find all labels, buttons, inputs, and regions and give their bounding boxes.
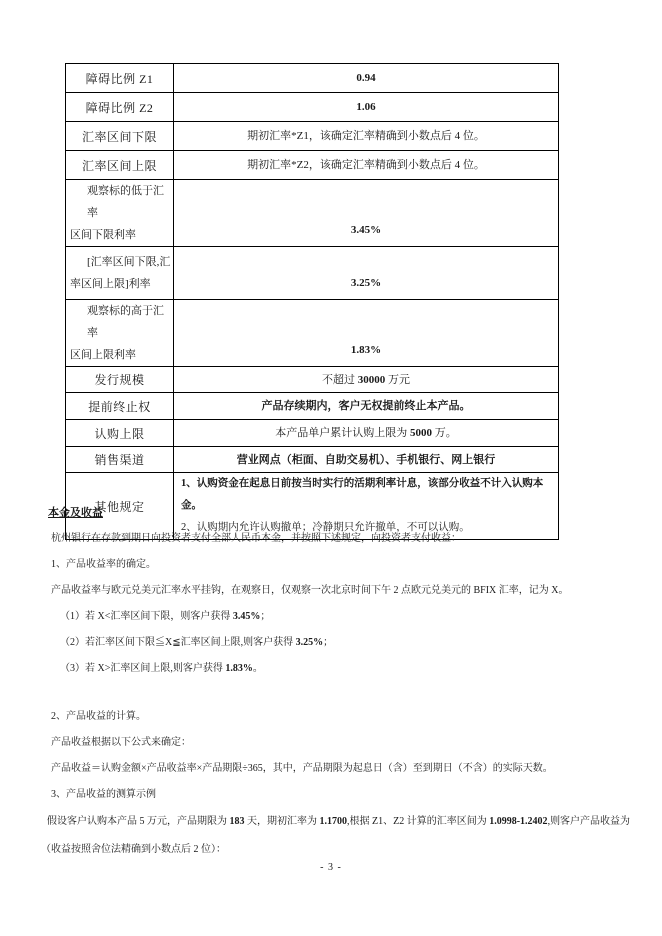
text: 期初汇率*Z2，该确定汇率精确到小数点后 4 位。 [247,159,485,171]
text: （3）若 X>汇率区间上限,则客户获得 [60,663,226,674]
text: 2、认购期内允许认购撤单；冷静期只允许撤单，不可以认购。 [181,522,470,533]
table-row [66,93,559,122]
table-label-cell [66,420,174,447]
table-label-cell [66,151,174,180]
table-label-line: [汇率区间下限,汇 [87,256,171,268]
text: （2）若汇率区间下限≦X≦汇率区间上限,则客户获得 [60,637,296,648]
table-value-cell [174,180,559,247]
table-value-cell [174,93,559,122]
table-label-line: 观察标的高于汇率 [87,305,164,339]
section-heading [41,500,633,526]
paragraph [41,730,633,756]
table-label-line: 发行规模 [94,373,145,387]
bold-text: 1.83% [350,344,382,356]
paragraph [41,526,633,552]
table-value-line [174,399,558,413]
table-value-cell [174,367,559,393]
table-label-line: 销售渠道 [94,453,145,467]
paragraph [41,656,633,682]
table-label-cell [66,64,174,93]
text: 1、产品收益率的确定。 [51,559,156,570]
table-value-cell [174,122,559,151]
bold-text: 营业网点（柜面、自助交易机）、手机银行、网上银行 [236,453,496,466]
text: 2、产品收益的计算。 [51,711,146,722]
table-value-cell [174,247,559,300]
text: 产品收益率与欧元兑美元汇率水平挂钩，在观察日，仅观察一次北京时间下午 2 点欧元兑美元的 BFIX 汇率，记为 X。 [51,585,569,596]
table-row [66,420,559,447]
table-value-cell [174,447,559,473]
table-row [66,367,559,393]
table-value-line [174,158,558,172]
table-row [66,300,559,367]
table-row [66,122,559,151]
bold-text: 本金及收益 [48,507,103,519]
paragraph [41,552,633,578]
bold-text: 0.94 [356,72,376,84]
table-value-line [174,223,558,237]
table-row [66,151,559,180]
table-label-cell [66,393,174,420]
table-value-cell [174,393,559,420]
text: （1）若 X<汇率区间下限，则客户获得 [60,611,233,622]
table-row [66,393,559,420]
table-value-cell [174,151,559,180]
text: ,则客户产品收益为（收益按照舍位法精确到小数点后 2 位）： [41,816,631,855]
table-row [66,247,559,300]
table-label-line: 提前终止权 [88,399,151,414]
bold-text: 1.0998-1.2402 [489,816,548,827]
table-value-cell [174,300,559,367]
table-label-line: 障碍比例 Z1 [85,71,154,86]
paragraph [41,704,633,730]
bold-text: 1、认购资金在起息日前按当时实行的活期利率计息，该部分收益不计入认购本金。 [181,478,544,511]
table-label-line: 其他规定 [94,499,145,514]
table-label-line: 汇率区间上限 [81,158,157,173]
text: 万元 [385,373,410,386]
table-row [66,64,559,93]
table-value-line [174,276,558,290]
text: ； [260,611,271,622]
bold-text: 3.25% [350,277,382,289]
bold-text: 3.45% [350,224,382,236]
table-label-cell [66,180,174,247]
table-label-line: 障碍比例 Z2 [85,100,154,115]
table-label-line: 区间上限利率 [70,349,136,361]
table-label-line: 认购上限 [94,426,145,441]
text: 3、产品收益的测算示例 [51,789,156,800]
table-label-line: 汇率区间下限 [81,129,157,144]
text: ； [323,637,334,648]
table-label-cell [66,122,174,151]
product-terms-table [65,63,559,540]
table-label-cell [66,93,174,122]
product-terms-table-body [66,64,559,540]
paragraph [41,604,633,630]
principal-and-return-section [41,500,633,863]
table-row [66,447,559,473]
bold-text: 30000 [357,373,386,386]
table-label-cell [66,300,174,367]
bold-text: 产品存续期内，客户无权提前终止本产品。 [261,400,471,412]
table-value-line [174,373,558,387]
table-value-cell [174,420,559,447]
table-label-cell [66,247,174,300]
paragraph [41,782,633,808]
table-value-line [174,426,558,440]
table-label-line: 区间下限利率 [70,229,136,241]
text: 本产品单户累计认购上限为 [275,427,410,439]
table-label-cell [66,447,174,473]
page-number: - 3 - [320,862,342,873]
text: 。 [252,663,263,674]
table-value-cell [174,64,559,93]
table-value-line [174,129,558,143]
table-value-line [174,71,558,85]
text: 不超过 [322,373,358,386]
paragraph [41,756,633,782]
paragraph [41,578,633,604]
table-value-line [174,100,558,114]
table-label-line: 观察标的低于汇率 [87,185,164,219]
table-label-cell [66,367,174,393]
table-value-line [174,453,558,467]
bold-text: 3.45% [232,611,261,622]
bold-text: 1.06 [356,101,376,113]
text: 天，期初汇率为 [244,816,320,827]
bold-text: 1.83% [225,663,253,674]
table-label-line: 率区间上限]利率 [70,278,151,290]
text: 万。 [432,427,457,439]
table-row [66,180,559,247]
bold-text: 183 [229,816,245,827]
text: 产品收益根据以下公式来确定： [51,737,191,748]
table-value-line [174,343,558,357]
bold-text: 1.1700 [319,816,347,827]
text: 产品收益＝认购金额×产品收益率×产品期限÷365，其中，产品期限为起息日（含）至到期日（不含）的实际天数。 [51,763,553,774]
paragraph [41,630,633,656]
text: 期初汇率*Z1，该确定汇率精确到小数点后 4 位。 [247,130,485,142]
text: 假设客户认购本产品 5 万元，产品期限为 [47,816,230,827]
paragraph [41,808,633,863]
bold-text: 3.25% [295,637,324,648]
bold-text: 5000 [410,427,432,439]
text: ,根据 Z1、Z2 计算的汇率区间为 [347,816,490,827]
text: 杭州银行在存款到期日向投资者支付全部人民币本金，并按照下述规定，向投资者支付收益： [51,533,461,544]
